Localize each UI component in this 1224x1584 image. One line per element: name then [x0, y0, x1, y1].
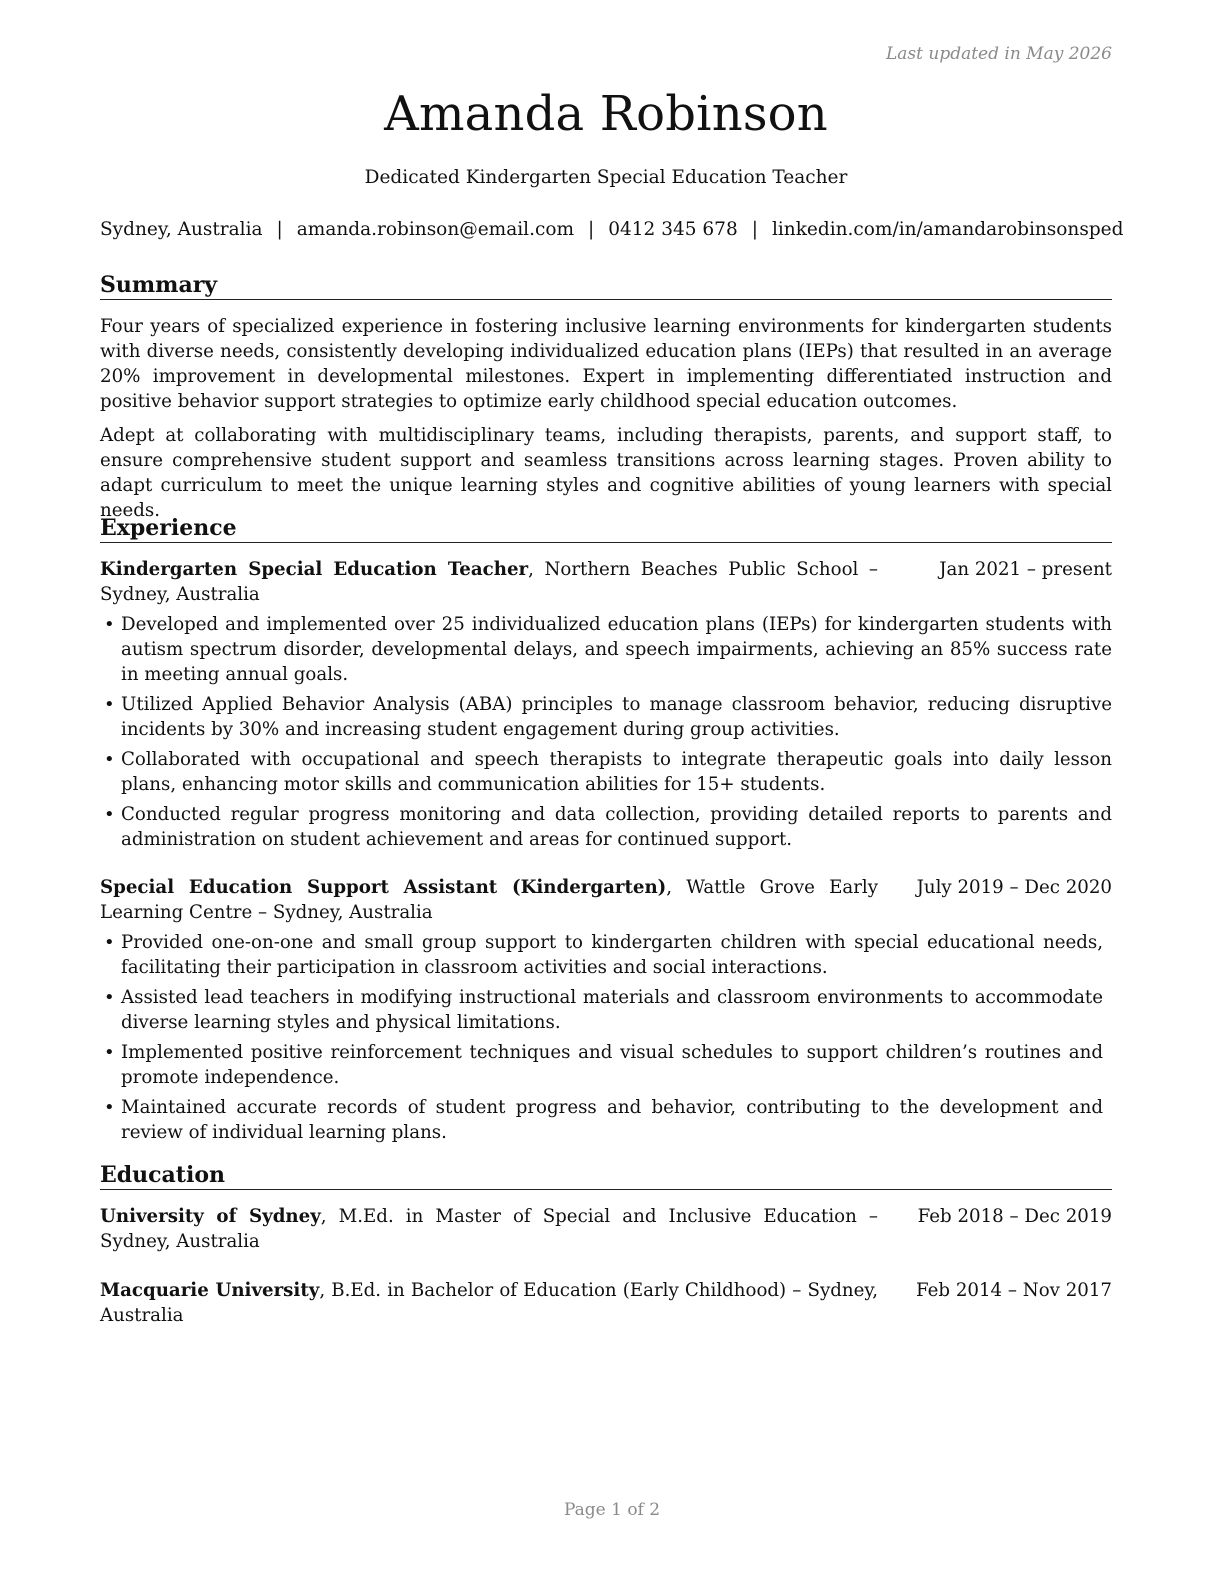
contact-linkedin[interactable]: linkedin.com/in/amandarobinsonsped — [771, 219, 1124, 240]
last-updated: Last updated in May 2026 — [885, 44, 1112, 64]
tagline: Dedicated Kindergarten Special Education Teacher — [364, 167, 848, 188]
education-heading: Education — [100, 1162, 1112, 1190]
list-item: • Provided one-on-one and small group support to kindergarten children with special educational needs, facilitating their participation in classroom activities and social interactions. — [104, 932, 1103, 978]
school-name: Macquarie University — [100, 1280, 320, 1301]
education-dates: Feb 2018 – Dec 2019 — [917, 1206, 1112, 1227]
education-dates: Feb 2014 – Nov 2017 — [916, 1280, 1112, 1301]
job-role: Special Education Support Assistant (Kindergarten) — [100, 877, 667, 898]
job-organization: , Northern Beaches Public School – Sydney, Australia — [100, 559, 878, 605]
list-item: • Utilized Applied Behavior Analysis (ABA) principles to manage classroom behavior, reducing disruptive incidents by 30% and increasing student engagement during group activities. — [104, 694, 1112, 740]
list-item: • Implemented positive reinforcement techniques and visual schedules to support children’s routines and promote independence. — [104, 1042, 1103, 1088]
degree-detail: , B.Ed. in Bachelor of Education (Early Childhood) – Sydney, Australia — [100, 1280, 879, 1326]
contact-separator: | — [276, 219, 283, 240]
education-entry — [100, 1204, 1112, 1254]
degree-detail: , M.Ed. in Master of Special and Inclusive Education – Sydney, Australia — [100, 1206, 878, 1252]
job-header — [100, 875, 1112, 925]
list-item: • Collaborated with occupational and speech therapists to integrate therapeutic goals into daily lesson plans, enhancing motor skills and communication abilities for 15+ students. — [104, 749, 1112, 795]
contact-separator: | — [588, 219, 595, 240]
contact-location: Sydney, Australia — [100, 219, 263, 240]
job-bullets — [100, 930, 1103, 1150]
education-entry — [100, 1278, 1112, 1328]
summary-paragraph-1: Four years of specialized experience in fostering inclusive learning environments for kindergarten students with diverse needs, consistently developing individualized education plans (IEPs) that resulted in an average 20% improvement in developmental milestones. Expert in implementing differentiated instruction and positive behavior support strategies to optimize early childhood special education outcomes. — [100, 316, 1112, 412]
job-organization: , Wattle Grove Early Learning Centre – Sydney, Australia — [100, 877, 878, 923]
contact-separator: | — [751, 219, 758, 240]
experience-heading: Experience — [100, 515, 1112, 543]
list-item: • Developed and implemented over 25 individualized education plans (IEPs) for kindergarten students with autism spectrum disorder, developmental delays, and speech impairments, achieving an 85% success rate in meeting annual goals. — [104, 614, 1112, 685]
summary-paragraph-2: Adept at collaborating with multidisciplinary teams, including therapists, parents, and support staff, to ensure comprehensive student support and seamless transitions across learning stages. Proven ability to adapt curriculum to meet the unique learning styles and cognitive abilities of young learners with special needs. — [100, 425, 1112, 521]
job-header — [100, 557, 1112, 607]
job-dates: July 2019 – Dec 2020 — [916, 877, 1112, 898]
contact-email[interactable]: amanda.robinson@email.com — [296, 219, 575, 240]
contact-line — [100, 219, 1124, 240]
job-bullets — [100, 612, 1112, 857]
list-item: • Assisted lead teachers in modifying instructional materials and classroom environments to accommodate diverse learning styles and physical limitations. — [104, 987, 1103, 1033]
candidate-name: Amanda Robinson — [384, 86, 828, 142]
job-dates: Jan 2021 – present — [939, 559, 1112, 580]
job-role: Kindergarten Special Education Teacher — [100, 559, 529, 580]
summary-heading: Summary — [100, 272, 1112, 300]
school-name: University of Sydney — [100, 1206, 321, 1227]
list-item: • Conducted regular progress monitoring and data collection, providing detailed reports to parents and administration on student achievement and areas for continued support. — [104, 804, 1112, 850]
list-item: • Maintained accurate records of student progress and behavior, contributing to the development and review of individual learning plans. — [104, 1097, 1103, 1143]
page-number: Page 1 of 2 — [563, 1500, 661, 1520]
contact-phone: 0412 345 678 — [608, 219, 738, 240]
